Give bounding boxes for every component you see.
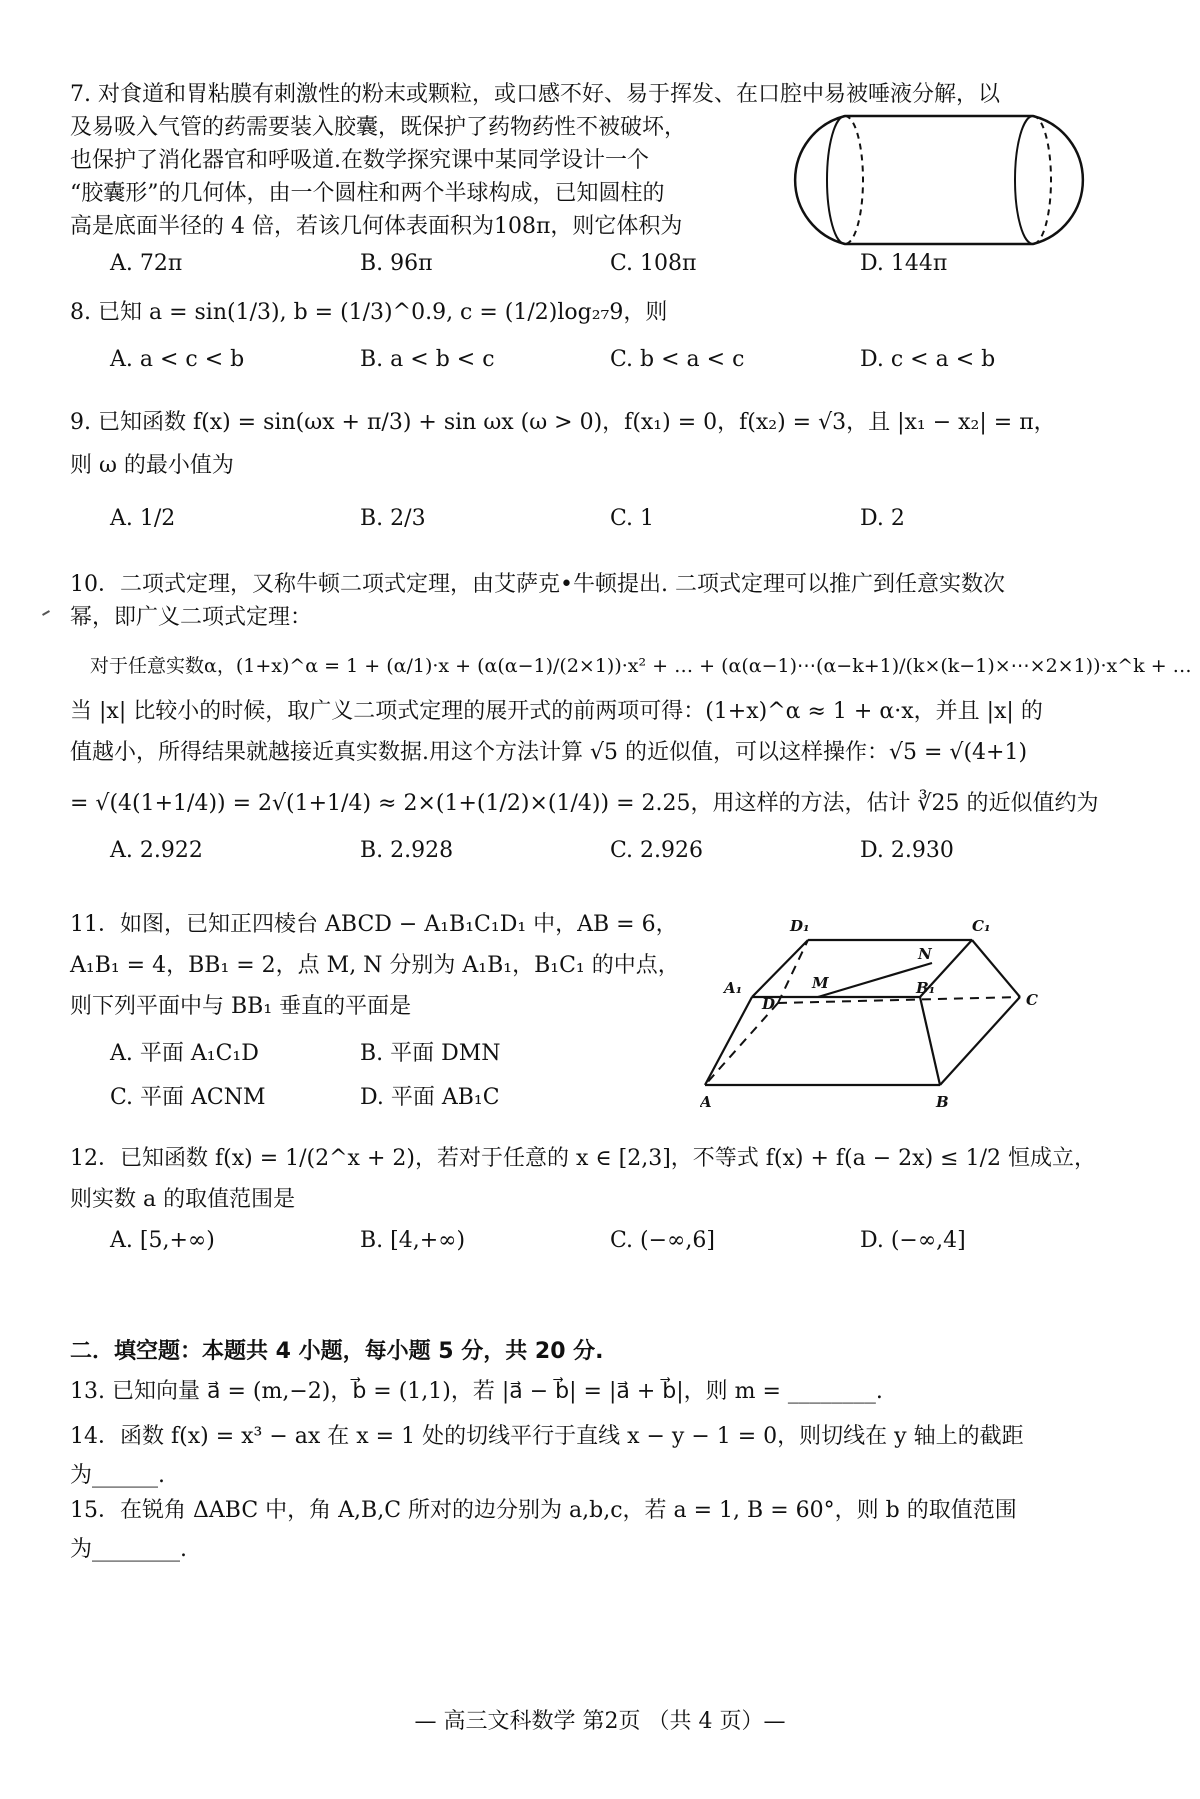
q11-line1: 11．如图，已知正四棱台 ABCD − A₁B₁C₁D₁ 中，AB = 6， [70,912,678,937]
question-10 [70,568,1192,868]
q7-line3: 也保护了消化器官和呼吸道.在数学探究课中某同学设计一个 [70,148,649,173]
label-b1: B₁ [916,979,936,997]
frustum-figure [700,915,1060,1115]
q11-option-a: A. 平面 A₁C₁D [110,1041,259,1066]
label-c1: C₁ [972,917,991,935]
q8-option-d: D. c < a < b [860,347,996,372]
question-13: 13. 已知向量 a⃗ = (m,−2)，b⃗ = (1,1)，若 |a⃗ − b⃗| = |a⃗ + b⃗|，则 m = ________. [70,1379,883,1404]
q9-option-b: B. 2/3 [360,506,426,531]
q14-line2: 为______. [70,1463,165,1488]
label-a: A [700,1093,712,1111]
scan-mark [42,610,50,616]
q10-line3: 当 |x| 比较小的时候，取广义二项式定理的展开式的前两项可得：(1+x)^α ≈ 1 + α·x，并且 |x| 的 [70,698,1043,724]
q10-option-a: A. 2.922 [110,837,203,863]
q10-line2: 幂，即广义二项式定理： [70,605,313,630]
label-d: D [762,995,776,1013]
label-n: N [918,945,932,963]
q10-option-d: D. 2.930 [860,837,954,863]
q11-option-c: C. 平面 ACNM [110,1085,266,1110]
q10-option-c: C. 2.926 [610,837,704,863]
q10-line1: 10．二项式定理，又称牛顿二项式定理，由艾萨克•牛顿提出. 二项式定理可以推广到任意实数次 [70,572,1005,597]
label-d1: D₁ [790,917,810,935]
q7-options [70,247,1130,281]
question-14 [70,1420,1130,1492]
q11-option-d: D. 平面 AB₁C [360,1085,500,1110]
q7-option-a: A. 72π [110,251,183,276]
q7-line2: 及易吸入气管的药需要装入胶囊，既保护了药物药性不被破坏， [70,115,687,140]
question-11 [70,908,710,1115]
q9-stem: 9. 已知函数 f(x) = sin(ωx + π/3) + sin ωx (ω > 0)，f(x₁) = 0，f(x₂) = √3，且 |x₁ − x₂| = π， [70,410,1056,435]
q10-line5: = √(4(1+1/4)) = 2√(1+1/4) ≈ 2×(1+(1/2)×(1/4)) = 2.25，用这样的方法，估计 ∛25 的近似值约为 [70,790,1099,816]
q11-options-row1 [70,1037,710,1071]
q10-option-b: B. 2.928 [360,837,454,863]
q8-option-c: C. b < a < c [610,347,745,372]
q9-option-a: A. 1/2 [110,506,176,531]
q10-line4: 值越小，所得结果就越接近真实数据.用这个方法计算 √5 的近似值，可以这样操作：√5 = √(4+1) [70,739,1028,765]
q11-option-b: B. 平面 DMN [360,1041,501,1066]
q7-option-d: D. 144π [860,251,948,276]
q12-option-a: A. [5,+∞) [110,1228,215,1253]
q11-line3: 则下列平面中与 BB₁ 垂直的平面是 [70,994,412,1019]
q15-line2: 为________. [70,1537,187,1562]
q11-line2: A₁B₁ = 4，BB₁ = 2，点 M, N 分别为 A₁B₁，B₁C₁ 的中点， [70,953,680,978]
label-a1: A₁ [724,979,743,997]
q12-option-c: C. (−∞,6] [610,1228,715,1253]
q12-stem: 12．已知函数 f(x) = 1/(2^x + 2)，若对于任意的 x ∈ [2,3]，不等式 f(x) + f(a − 2x) ≤ 1/2 恒成立， [70,1146,1096,1171]
q8-stem: 8. 已知 a = sin(1/3), b = (1/3)^0.9, c = (1/2)log₂₇9，则 [70,300,668,325]
q7-line1: 7. 对食道和胃粘膜有刺激性的粉末或颗粒，或口感不好、易于挥发、在口腔中易被唾液分解，以 [70,82,1000,107]
q8-option-b: B. a < b < c [360,347,495,372]
q12-option-b: B. [4,+∞) [360,1228,466,1253]
q9-option-d: D. 2 [860,506,905,531]
q10-formula: 对于任意实数α，(1+x)^α = 1 + (α/1)·x + (α(α−1)/(2×1))·x² + … + (α(α−1)⋯(α−k+1)/(k×(k−1)×⋯×2×1))·x^k + … [90,655,1192,677]
question-9 [70,406,1130,536]
q12-options [70,1224,1130,1258]
q7-option-c: C. 108π [610,251,697,276]
q9-option-c: C. 1 [610,506,655,531]
section-2-heading: 二．填空题：本题共 4 小题，每小题 5 分，共 20 分. [70,1339,604,1364]
q14-line1: 14．函数 f(x) = x³ − ax 在 x = 1 处的切线平行于直线 x − y − 1 = 0，则切线在 y 轴上的截距 [70,1424,1024,1449]
question-8 [70,296,1130,377]
q12-option-d: D. (−∞,4] [860,1228,966,1253]
q9-options [70,502,1130,536]
q7-line5: 高是底面半径的 4 倍，若该几何体表面积为108π，则它体积为 [70,214,683,239]
q10-options [70,834,1130,868]
q12-line2: 则实数 a 的取值范围是 [70,1187,296,1212]
label-b: B [936,1093,949,1111]
q15-line1: 15．在锐角 ΔABC 中，角 A,B,C 所对的边分别为 a,b,c，若 a = 1, B = 60°，则 b 的取值范围 [70,1498,1017,1523]
q11-options-row2 [70,1081,710,1115]
q8-options [70,343,1130,377]
label-m: M [812,974,829,992]
question-12 [70,1142,1130,1258]
label-c: C [1026,991,1038,1009]
capsule-figure [775,110,1105,250]
page-footer: — 高三文科数学 第2页 （共 4 页）— [414,1709,786,1734]
q9-line2: 则 ω 的最小值为 [70,453,234,478]
q7-line4: “胶囊形”的几何体，由一个圆柱和两个半球构成，已知圆柱的 [70,181,665,206]
q7-option-b: B. 96π [360,251,433,276]
q8-option-a: A. a < c < b [110,347,245,372]
question-15 [70,1494,1130,1566]
